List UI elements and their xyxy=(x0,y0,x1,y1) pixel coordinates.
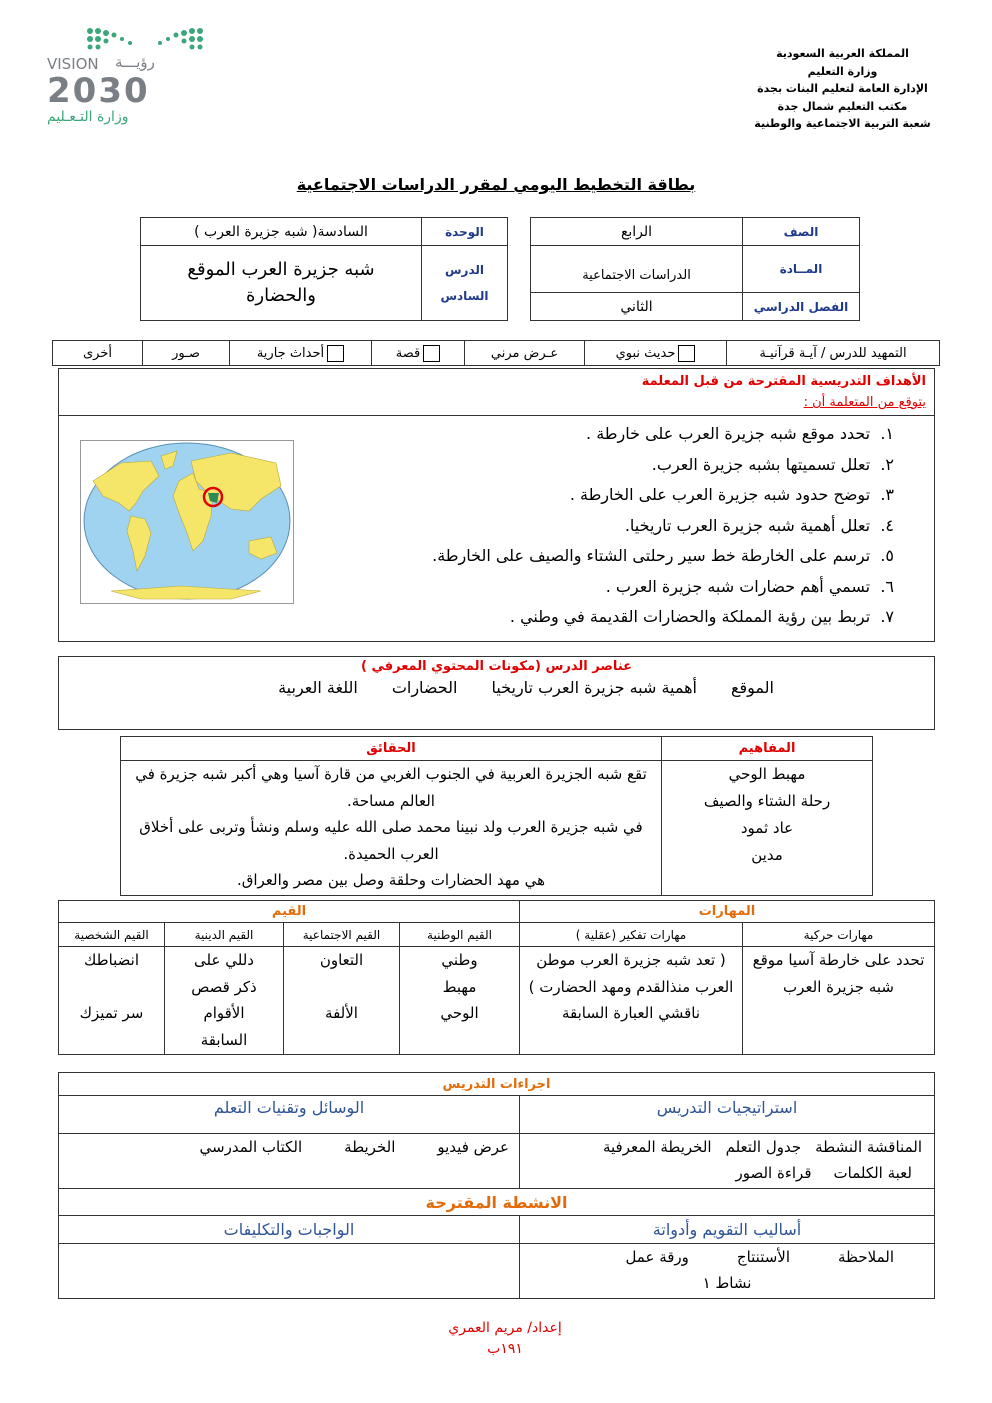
tools-list xyxy=(59,1134,520,1189)
logo-ministry: وزارة التـعـليم xyxy=(47,109,129,125)
procedures-title: اجراءات التدريس xyxy=(59,1073,935,1096)
objective-item: ١. تحدد موقع شبه جزيرة العرب على خارطة . xyxy=(586,424,894,443)
objectives-list xyxy=(432,419,894,633)
lesson-elements-section xyxy=(58,656,935,730)
objective-number: ٤ xyxy=(885,515,894,535)
teaching-procedures-table xyxy=(58,1072,935,1299)
checkbox[interactable] xyxy=(678,345,695,362)
religious-values-label: القيم الدينية xyxy=(165,923,284,947)
vision-2030-logo xyxy=(45,25,205,133)
element-item: اللغة العربية xyxy=(278,678,358,697)
term-value: الثاني xyxy=(531,293,743,321)
objective-text: تحدد موقع شبه جزيرة العرب على خارطة . xyxy=(586,424,871,443)
intro-current-events-label: أحداث جارية xyxy=(256,345,325,361)
concepts-title: المفاهيم xyxy=(662,737,873,761)
strategy-item: المناقشة النشطة xyxy=(815,1138,922,1156)
facts-list xyxy=(121,761,662,896)
strategies-label: استراتيجيات التدريس xyxy=(520,1096,935,1134)
header-line: الإدارة العامة لتعليم البنات بجدة xyxy=(757,82,928,95)
objective-item: ٧. تربط بين رؤية المملكة والحضارات القديمة في وطني . xyxy=(509,607,894,626)
objectives-subtitle: يتوقع من المتعلمة أن : xyxy=(803,395,926,410)
header-line: شعبة التربية الاجتماعية والوطنية xyxy=(754,117,931,130)
personal-values-label: القيم الشخصية xyxy=(59,923,165,947)
fact-item: في شبه جزيرة العرب ولد نبينا محمد صلى الله عليه وسلم ونشأ وتربى على أخلاق العرب الحميدة. xyxy=(139,818,643,863)
header-line: المملكة العربية السعودية xyxy=(776,47,909,60)
unit-value: السادسة( شبه جزيرة العرب ) xyxy=(141,218,422,246)
grade-subject-table xyxy=(530,217,860,321)
social-value: الألفة xyxy=(325,1003,358,1022)
tool-item: عرض فيديو xyxy=(437,1138,509,1156)
page-title: بطاقة التخطيط اليومي لمقرر الدراسات الاجتماعية xyxy=(296,175,696,194)
homework-label: الواجبات والتكليفات xyxy=(59,1216,520,1244)
subject-value: الدراسات الاجتماعية xyxy=(531,246,743,293)
concepts-facts-table xyxy=(120,736,873,896)
intro-story[interactable] xyxy=(372,341,465,366)
motor-skills-label: مهارات حركية xyxy=(743,923,935,947)
objective-text: تربط بين رؤية المملكة والحضارات القديمة في وطني . xyxy=(509,607,871,626)
concept-item: عاد ثمود xyxy=(740,819,794,837)
thinking-skills-label: مهارات تفكير (عقلية ) xyxy=(520,923,743,947)
strategies-list xyxy=(520,1134,935,1189)
intro-hadith[interactable] xyxy=(585,341,727,366)
concepts-list xyxy=(662,761,873,896)
tools-label: الوسائل وتقنيات التعلم xyxy=(59,1096,520,1134)
tool-item: الخريطة xyxy=(344,1138,396,1156)
strategy-item: قراءة الصور xyxy=(735,1164,812,1182)
fact-item: هي مهد الحضارات وحلقة وصل بين مصر والعراق. xyxy=(236,871,546,889)
logo-vision-text: VISION xyxy=(47,55,99,73)
assessment-list xyxy=(520,1244,935,1299)
intro-presentation: عـرض مرني xyxy=(465,341,585,366)
homework-value xyxy=(59,1244,520,1299)
ministry-header xyxy=(745,45,940,133)
intro-hadith-label: حديث نبوي xyxy=(615,345,676,361)
values-title: القيم xyxy=(59,901,520,923)
objective-item: ٦. تسمي أهم حضارات شبه جزيرة العرب . xyxy=(605,576,894,596)
objective-text: تسمي أهم حضارات شبه جزيرة العرب . xyxy=(605,576,871,596)
objective-text: ترسم على الخارطة خط سير رحلتى الشتاء والصيف على الخارطة. xyxy=(432,546,871,565)
thinking-skills-value: ( تعد شبه جزيرة العرب موطن العرب منذالقدم ومهد الحضارت ) ناقشي العبارة السابقة xyxy=(520,947,743,1055)
objective-text: توضح حدود شبه جزيرة العرب على الخارطة . xyxy=(569,485,871,504)
elements-title: عناصر الدرس (مكونات المحتوي المعرفي ) xyxy=(360,659,633,674)
intro-options-table xyxy=(52,340,940,366)
skills-values-table xyxy=(58,900,935,1055)
assessment-item: ورقة عمل xyxy=(625,1248,689,1266)
objective-number: ١ xyxy=(885,424,894,443)
footer xyxy=(0,1318,992,1360)
concept-item: مهبط الوحي xyxy=(728,765,806,783)
assessment-item: الملاحظة xyxy=(838,1248,894,1266)
objective-text: تعلل أهمية شبه جزيرة العرب تاريخيا. xyxy=(624,515,871,535)
unit-label: الوحدة xyxy=(422,218,508,246)
lesson-label-1: الدرس xyxy=(444,263,485,277)
national-values-label: القيم الوطنية xyxy=(400,923,520,947)
lesson-label xyxy=(422,246,508,321)
intro-pictures: صـور xyxy=(143,341,230,366)
social-values-value xyxy=(284,947,400,1055)
objective-item: ٥. ترسم على الخارطة خط سير رحلتى الشتاء والصيف على الخارطة. xyxy=(432,546,894,565)
assessment-item: نشاط ١ xyxy=(702,1274,752,1292)
objectives-title: الأهداف التدريسية المقترحة من قبل المعلمة xyxy=(641,374,926,389)
skills-title: المهارات xyxy=(520,901,935,923)
logo-arabic-text: رؤيـــة xyxy=(115,53,155,71)
motor-skills-value: تحدد على خارطة آسيا موقع شبه جزيرة العرب xyxy=(743,947,935,1055)
objective-item: ٤. تعلل أهمية شبه جزيرة العرب تاريخيا. xyxy=(624,515,894,535)
strategy-item: الخريطة المعرفية xyxy=(602,1138,712,1156)
checkbox[interactable] xyxy=(327,345,344,362)
personal-value: انضباطك xyxy=(83,951,140,969)
subject-label: المــادة xyxy=(743,246,860,293)
objective-item: ٣. توضح حدود شبه جزيرة العرب على الخارطة . xyxy=(569,485,894,504)
document-code: ١٩١ب xyxy=(487,1341,523,1357)
strategy-item: جدول التعلم xyxy=(725,1138,802,1156)
objective-item: ٢. تعلل تسميتها بشبه جزيرة العرب. xyxy=(651,454,894,474)
objective-number: ٢ xyxy=(885,454,894,474)
fact-item: تقع شبه الجزيرة العربية في الجنوب الغربي من قارة آسيا وهي أكبر شبه جزيرة في العالم مساحة. xyxy=(135,765,647,810)
unit-lesson-table xyxy=(140,217,508,321)
objective-number: ٧ xyxy=(885,607,894,626)
term-label: الفصل الدراسي xyxy=(743,293,860,321)
prepared-by: إعداد/ مريم العمري xyxy=(448,1320,562,1336)
grade-value: الرابع xyxy=(531,218,743,246)
objective-number: ٦ xyxy=(885,576,894,596)
intro-story-label: قصة xyxy=(395,345,421,361)
concept-item: رحلة الشتاء والصيف xyxy=(703,792,831,810)
assessment-item: الأستنتاج xyxy=(736,1248,791,1266)
logo-year: 2030 xyxy=(47,71,150,111)
facts-title: الحقائق xyxy=(121,737,662,761)
personal-value: سر تميزك xyxy=(79,1003,144,1022)
social-value: التعاون xyxy=(319,951,364,969)
religious-values-value: دللي على ذكر قصص الأقوام السابقة xyxy=(165,947,284,1055)
elements-list xyxy=(59,678,934,697)
intro-current-events[interactable] xyxy=(230,341,372,366)
header-line: مكتب التعليم شمال جدة xyxy=(777,99,908,113)
objective-number: ٥ xyxy=(885,546,894,565)
lesson-value: شبه جزيرة العرب الموقع والحضارة xyxy=(141,246,422,321)
activities-title: الانشطة المقترحة xyxy=(59,1189,935,1216)
element-item: الحضارات xyxy=(391,678,458,697)
concept-item: مدين xyxy=(751,846,783,864)
element-item: أهمية شبه جزيرة العرب تاريخيا xyxy=(491,678,697,697)
assessment-label: أساليب التقويم وأدواتة xyxy=(520,1216,935,1244)
intro-other: أخرى xyxy=(53,341,143,366)
intro-quran-verse: التمهيد للدرس / آيـة قرآنيـة xyxy=(727,341,940,366)
objective-number: ٣ xyxy=(885,485,894,504)
personal-values-value xyxy=(59,947,165,1055)
lesson-label-2: السادس xyxy=(440,289,489,303)
national-values-value: وطني مهبط الوحي xyxy=(400,947,520,1055)
tool-item: الكتاب المدرسي xyxy=(199,1138,303,1156)
world-map-image xyxy=(80,440,294,604)
objective-text: تعلل تسميتها بشبه جزيرة العرب. xyxy=(651,454,871,474)
header-line: وزارة التعليم xyxy=(807,64,878,78)
element-item: الموقع xyxy=(731,678,774,697)
grade-label: الصف xyxy=(743,218,860,246)
social-values-label: القيم الاجتماعية xyxy=(284,923,400,947)
checkbox[interactable] xyxy=(423,345,440,362)
strategy-item: لعبة الكلمات xyxy=(833,1164,912,1182)
